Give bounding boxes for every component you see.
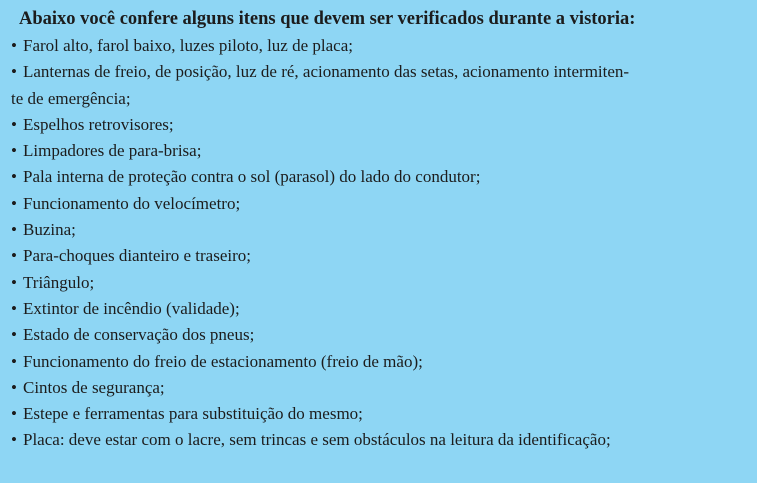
list-item — [11, 164, 757, 190]
bullet-icon: • — [11, 325, 17, 345]
list-item-text: Triângulo; — [23, 272, 95, 292]
bullet-icon: • — [11, 141, 17, 161]
bullet-icon: • — [11, 36, 17, 55]
list-item-text: Funcionamento do velocímetro; — [23, 193, 241, 213]
list-item-text: Funcionamento do freio de estacionamento (freio de mão); — [23, 351, 423, 371]
bullet-icon: • — [11, 377, 17, 397]
checklist-heading: Abaixo você confere alguns itens que devem ser verificados durante a vistoria: — [19, 9, 636, 29]
bullet-icon: • — [11, 220, 17, 240]
list-item-text: Pala interna de proteção contra o sol (parasol) do lado do condutor; — [23, 167, 481, 187]
list-item-text: Extintor de incêndio (validade); — [23, 298, 240, 318]
bullet-icon: • — [11, 167, 17, 187]
bullet-icon: • — [11, 272, 17, 292]
list-item-text: Farol alto, farol baixo, luzes piloto, luz de placa; — [23, 36, 353, 55]
list-item-text: Buzina; — [23, 220, 76, 240]
list-item-text: Lanternas de freio, de posição, luz de ré, acionamento das setas, acionamento intermiten- — [23, 62, 630, 82]
list-item — [11, 33, 757, 59]
list-item — [11, 112, 757, 138]
bullet-icon: • — [11, 62, 17, 82]
list-item — [11, 59, 757, 112]
list-item — [11, 191, 757, 217]
list-item — [11, 138, 757, 164]
list-item — [11, 243, 757, 269]
list-item — [11, 217, 757, 243]
list-item — [11, 349, 757, 375]
bullet-icon: • — [11, 246, 17, 266]
list-item — [11, 322, 757, 348]
list-item — [11, 296, 757, 322]
bullet-icon: • — [11, 430, 17, 450]
checklist — [11, 33, 757, 454]
list-item-text: Limpadores de para-brisa; — [23, 141, 202, 161]
list-item — [11, 427, 757, 453]
list-item — [11, 401, 757, 427]
bullet-icon: • — [11, 298, 17, 318]
bullet-icon: • — [11, 193, 17, 213]
bullet-icon: • — [11, 351, 17, 371]
list-item-continuation: te de emergência; — [11, 88, 131, 108]
bullet-icon: • — [11, 404, 17, 424]
list-item-text: Estepe e ferramentas para substituição do mesmo; — [23, 404, 363, 424]
list-item-text: Estado de conservação dos pneus; — [23, 325, 255, 345]
list-item-text: Cintos de segurança; — [23, 377, 165, 397]
list-item-text: Espelhos retrovisores; — [23, 114, 174, 134]
list-item — [11, 270, 757, 296]
list-item — [11, 375, 757, 401]
list-item-text: Placa: deve estar com o lacre, sem trincas e sem obstáculos na leitura da identificação; — [23, 430, 611, 450]
list-item-text: Para-choques dianteiro e traseiro; — [23, 246, 251, 266]
bullet-icon: • — [11, 114, 17, 134]
